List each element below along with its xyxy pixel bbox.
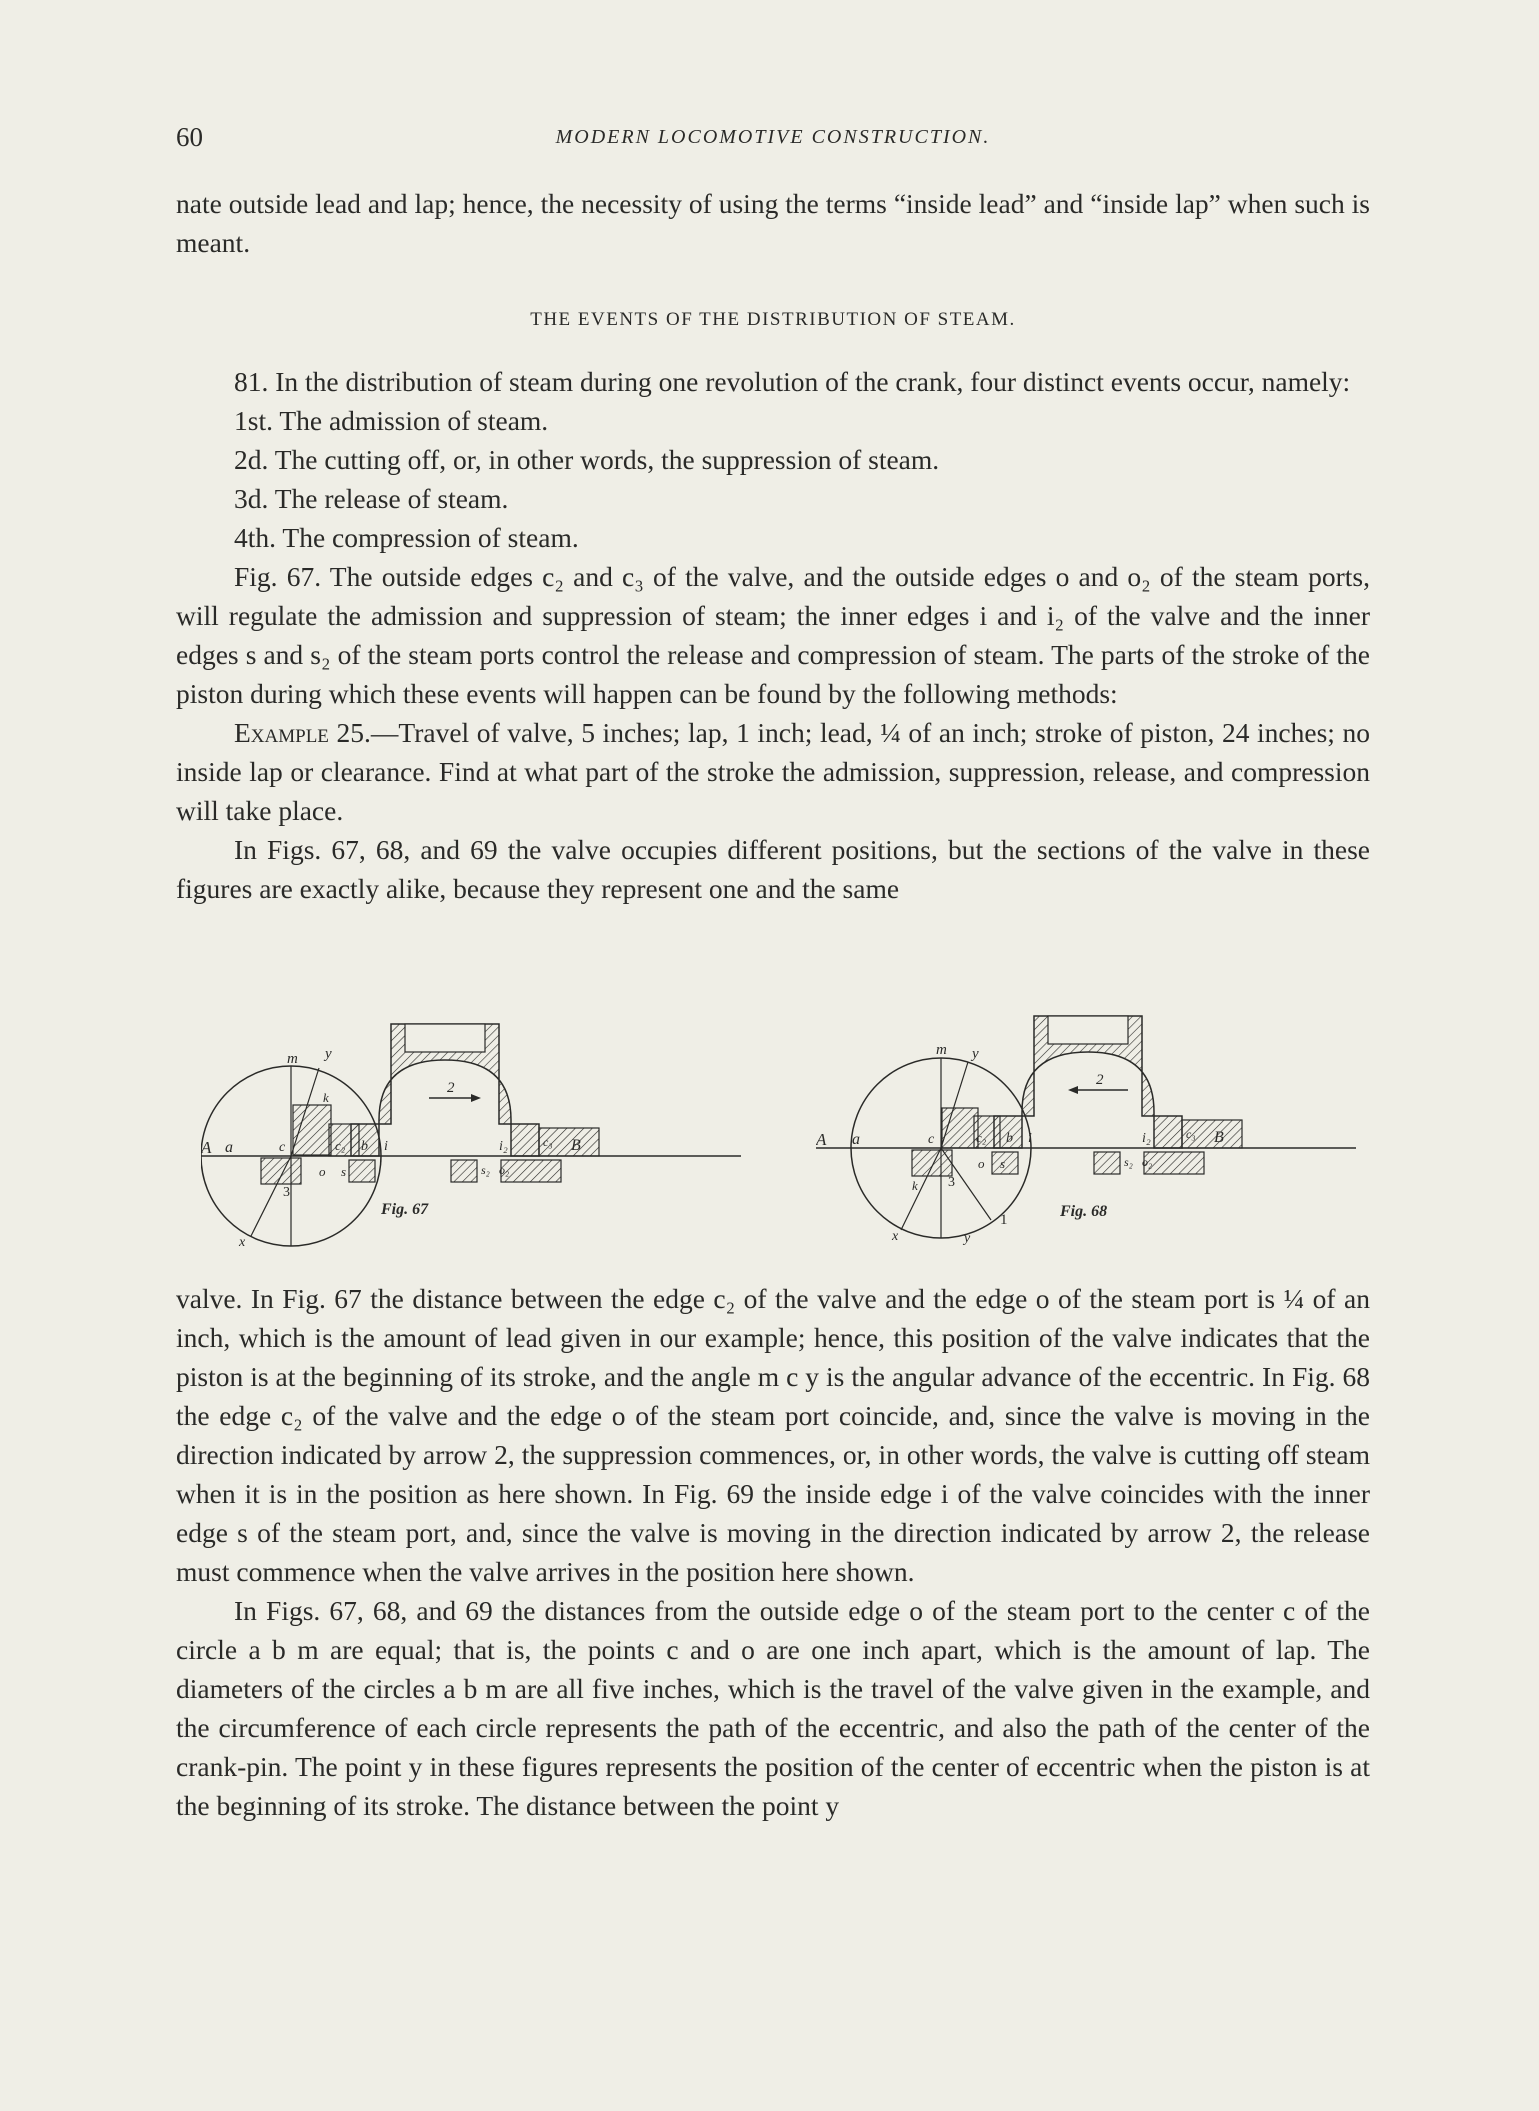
label-x: x: [239, 1235, 246, 1250]
main-text-block: [176, 362, 1370, 908]
label-y: y: [325, 1046, 332, 1062]
event-item-2: 2d. The cutting off, or, in other words, the suppression of steam.: [234, 444, 940, 475]
top-paragraph: nate outside lead and lap; hence, the necessity of using the terms “inside lead” and “inside lap” when such is meant.: [176, 188, 1370, 258]
steam-port-hatch-low: [261, 1158, 301, 1184]
label-o2: o₂: [1142, 1155, 1153, 1169]
label-c3: c₃: [1186, 1127, 1196, 1141]
label-A: A: [816, 1130, 827, 1149]
label-B: B: [1214, 1129, 1224, 1146]
event-item-4: 4th. The compression of steam.: [234, 522, 579, 553]
label-s: s: [1000, 1156, 1006, 1171]
figure-67-caption: Fig. 67: [381, 1201, 429, 1218]
label-s: s: [341, 1164, 347, 1179]
figure-68-caption: Fig. 68: [1060, 1203, 1108, 1220]
label-3: 3: [283, 1185, 290, 1200]
label-m: m: [936, 1042, 947, 1058]
label-b: b: [361, 1139, 368, 1154]
label-i: i: [1028, 1131, 1032, 1146]
label-y-low: y: [964, 1231, 971, 1246]
example-text: —Travel of valve, 5 inches; lap, 1 inch; lead, ¼ of an inch; stroke of piston, 24 inches; no inside lap or clearance. Find at what part of the stroke the admission, suppression, release, and compression will take place.: [176, 717, 1370, 826]
label-c: c: [279, 1140, 286, 1155]
label-b: b: [1006, 1131, 1013, 1146]
example-label: Example 25.: [234, 717, 371, 748]
page-header: [176, 122, 1370, 152]
label-x: x: [892, 1229, 899, 1244]
arrow-2-head: [1068, 1086, 1078, 1094]
label-c2: c₂: [335, 1138, 346, 1153]
label-c3: c₃: [543, 1135, 553, 1149]
arrow-2-head: [471, 1094, 481, 1102]
figure-area: [176, 1010, 1370, 1250]
label-B: B: [571, 1137, 581, 1154]
paragraph-valve: valve. In Fig. 67 the distance between the edge c₂ of the valve and the edge o of the steam port is ¼ of an inch, which is the amount of lead given in our example; hence, this position of the valve indicates that the piston is at the beginning of its stroke, and the angle m c y is the angular advance of the eccentric. In Fig. 68 the edge c₂ of the valve and the edge o of the steam port coincide, and, since the valve is moving in the direction indicated by arrow 2, the suppression commences, or, in other words, the valve is cutting off steam when it is in the position as here shown. In Fig. 69 the inside edge i of the valve coincides with the inner edge s of the steam port, and, since the valve is moving in the direction indicated by arrow 2, the release must commence when the valve arrives in the position here shown.: [176, 1283, 1370, 1587]
steam-port-right: [501, 1160, 561, 1182]
label-m: m: [287, 1051, 298, 1067]
steam-port-left: [349, 1160, 375, 1182]
label-i: i: [384, 1139, 388, 1154]
label-k: k: [912, 1178, 918, 1193]
event-item-1: 1st. The admission of steam.: [234, 405, 549, 436]
paragraph-example: [176, 713, 1370, 830]
section-heading: THE EVENTS OF THE DISTRIBUTION OF STEAM.: [530, 309, 1016, 330]
steam-port-hatch-low: [912, 1150, 952, 1176]
label-o: o: [319, 1164, 326, 1179]
label-y: y: [972, 1046, 979, 1062]
figure-68: [816, 1010, 1376, 1250]
paragraph-last: In Figs. 67, 68, and 69 the distances from the outside edge o of the steam port to the center c of the circle a b m are equal; that is, the points c and o are one inch apart, which is the amount of lap. The diameters of the circles a b m are all five inches, which is the travel of the valve given in the example, and the circumference of each circle represents the path of the eccentric, and also the path of the center of the crank-pin. The point y in these figures represents the position of the center of eccentric when the piston is at the beginning of its stroke. The distance between the point y: [176, 1595, 1370, 1821]
paragraph-figs-intro: In Figs. 67, 68, and 69 the valve occupies different positions, but the sections of the valve in these figures are exactly alike, because they represent one and the same: [176, 834, 1370, 904]
label-1: 1: [1000, 1212, 1008, 1228]
paragraph-81: 81. In the distribution of steam during one revolution of the crank, four distinct events occur, namely:: [234, 366, 1351, 397]
label-s2: s₂: [481, 1163, 490, 1177]
page-number: 60: [176, 122, 203, 152]
label-i2: i₂: [1142, 1131, 1151, 1146]
label-k: k: [323, 1090, 329, 1105]
label-arrow-2: 2: [447, 1080, 455, 1096]
label-3: 3: [948, 1175, 955, 1190]
steam-port-right: [1144, 1152, 1204, 1174]
label-s2: s₂: [1124, 1155, 1133, 1169]
valve-top-pocket: [1048, 1016, 1128, 1044]
exhaust-port-right: [1094, 1152, 1120, 1174]
label-c: c: [928, 1132, 935, 1147]
label-a: a: [225, 1139, 233, 1156]
running-title: MODERN LOCOMOTIVE CONSTRUCTION.: [555, 126, 991, 148]
label-arrow-2: 2: [1096, 1072, 1104, 1088]
steam-port-hatch-left: [293, 1105, 331, 1155]
valve-top-pocket: [405, 1024, 485, 1052]
label-o2: o₂: [499, 1163, 510, 1177]
label-A: A: [201, 1138, 212, 1157]
lower-text-block: [176, 1279, 1370, 1825]
figure-67: [201, 1010, 761, 1250]
top-text-block: [176, 184, 1370, 262]
label-a: a: [852, 1131, 860, 1148]
label-i2: i₂: [499, 1139, 508, 1154]
exhaust-port-right: [451, 1160, 477, 1182]
steam-port-hatch-left: [942, 1108, 978, 1148]
label-c2: c₂: [976, 1130, 987, 1145]
paragraph-fig67: Fig. 67. The outside edges c₂ and c₃ of the valve, and the outside edges o and o₂ of the steam ports, will regulate the admission and suppression of steam; the inner edges i and i₂ of the valve and the inner edges s and s₂ of the steam ports control the release and compression of steam. The parts of the stroke of the piston during which these events will happen can be found by the following methods:: [176, 561, 1370, 709]
label-o: o: [978, 1156, 985, 1171]
event-item-3: 3d. The release of steam.: [234, 483, 509, 514]
